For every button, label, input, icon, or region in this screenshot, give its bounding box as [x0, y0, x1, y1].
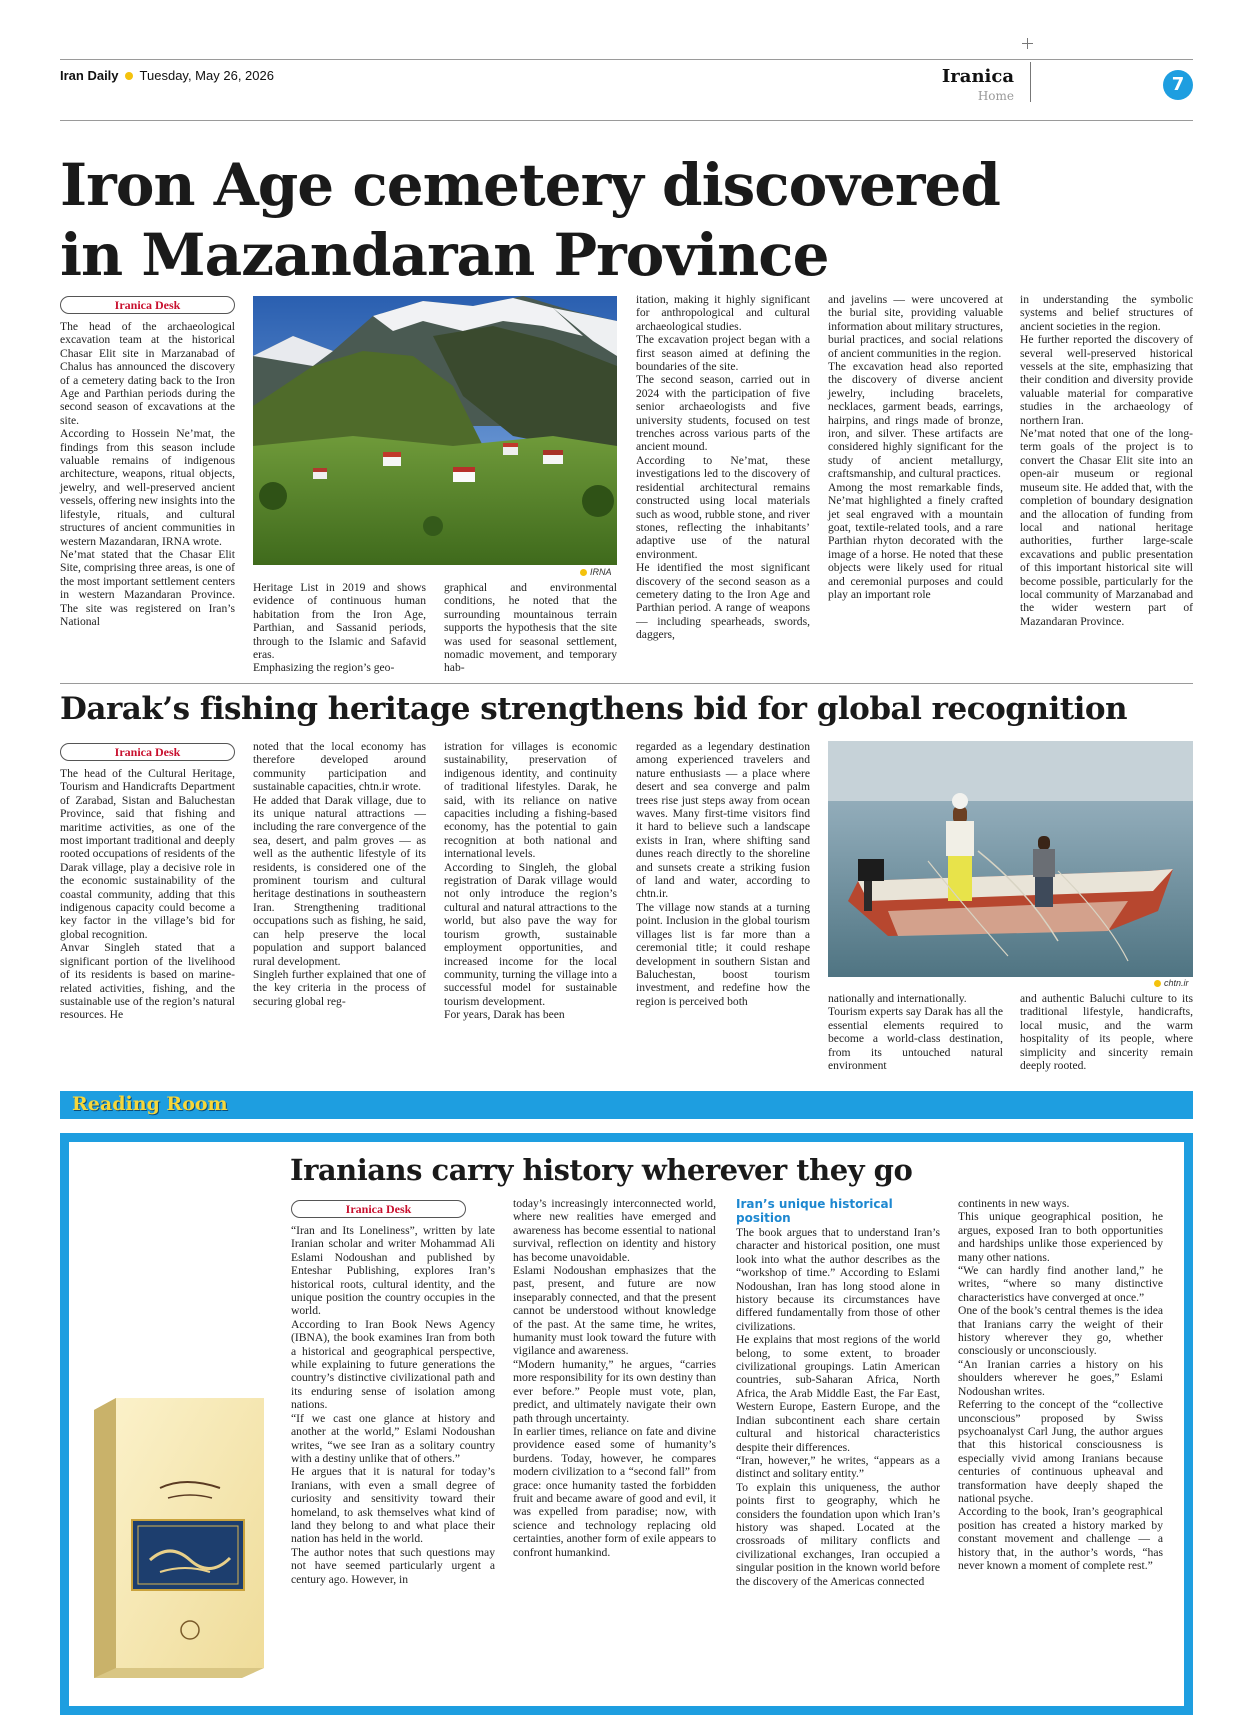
- header-divider: [1030, 62, 1031, 102]
- article2-desk-label: Iranica Desk: [60, 743, 235, 761]
- reading-room-col1: “Iran and Its Loneliness”, written by late Iranian scholar and writer Mohammad Ali Eslami Nodoushan and published by Enteshar Publishing, explores Iran’s historical roots, cultural identity, and the unique position the country occupies in the world. According to Iran Book News Agency (IBNA), the book examines Iran from both a historical and geographical perspective, while explaining to future generations the country’s distinctive civilizational path and its enduring sense of isolation among nations. “If we cast one glance at history and another at the world,” Eslami Nodoushan writes, “we see Iran as a solitary country with a destiny unlike that of others.” He argues that it is natural for today’s Iranians, with even a small degree of curiosity and sensitivity toward their homeland, to ask themselves what kind of land they belong to and what place their nation has held in the world. The author notes that such questions may not have seemed particularly urgent a century ago. However, in: [291, 1224, 495, 1586]
- subsection-label: Home: [977, 89, 1014, 103]
- section-title: Iranica: [941, 66, 1014, 87]
- article2-col1: The head of the Cultural Heritage, Tourism and Handicrafts Department of Zarabad, Sistan and Baluchestan Province, said that fishing and maritime activities, as one of the most important traditional and deeply rooted occupations of residents of the Darak village, play a decisive role in the economic sustainability of the coastal community, adding that this indigenous capacity could become a key factor in the village’s bid for global recognition. Anvar Singleh stated that a significant portion of the livelihood of its residents is based on marine-related activities, fishing, and the sustainable use of the region’s natural resources. He: [60, 767, 235, 1022]
- article1-col5: and javelins — were uncovered at the burial site, providing valuable information about military structures, burial practices, and social relations of ancient communities in the region. The excavation head also reported the discovery of diverse ancient jewelry, including bracelets, necklaces, garment beads, earrings, hairpins, and rings made of bronze, iron, and silver. These artifacts are considered highly significant for the study of ancient metallurgy, craftsmanship, and cultural practices. Among the most remarkable finds, Ne’mat highlighted a finely crafted jet seal engraved with a mountain goat, textile-related tools, and a rare Parthian rhyton decorated with the image of a horse. He noted that these objects were likely used for ritual and ceremonial purposes and could play an important role: [828, 293, 1003, 601]
- article1-col3: graphical and environmental conditions, he noted that the surrounding mountainous terrain supports the hypothesis that the site was used for seasonal settlement, nomadic movement, and temporary hab-: [444, 581, 617, 675]
- reading-room-banner: [60, 1091, 1193, 1119]
- reading-room-desk-label: Iranica Desk: [291, 1200, 466, 1218]
- article1-desk-label: Iranica Desk: [60, 296, 235, 314]
- article2-col6: and authentic Baluchi culture to its traditional lifestyle, handicrafts, local music, and the warm hospitality of its people, where simplicity and sincerity remain deeply rooted.: [1020, 992, 1193, 1073]
- mountain-landscape-image: [253, 296, 617, 565]
- article1-headline: [60, 150, 1060, 290]
- book-illustration: [90, 1392, 268, 1680]
- article2-col3: istration for villages is economic sustainability, preservation of indigenous identity, and continuity of traditional lifestyles. Darak, he said, with its reliance on native capacities including a fishing-based economy, has the potential to gain recognition at both national and international levels. According to Singleh, the global registration of Darak village would not only introduce the region’s cultural and natural attractions to the world, but also pave the way for tourism growth, sustainable employment opportunities, and increased income for the local community, turning the village into a successful model for sustainable tourism development. For years, Darak has been: [444, 740, 617, 1022]
- article2-col2: noted that the local economy has therefore developed around community participation and sustainable capacities, chtn.ir wrote. He added that Darak village, due to its unique natural attractions — including the rare convergence of the sea, desert, and palm groves — as well as the authentic lifestyle of its residents, is considered one of the prominent tourism and cultural heritage destinations in southeastern Iran. Strengthening traditional occupations such as fishing, he said, can help preserve the local population and support balanced rural development. Singleh further explained that one of the key criteria in the process of securing global reg-: [253, 740, 426, 1008]
- masthead: [60, 68, 274, 83]
- fishing-boat-image: [828, 741, 1193, 977]
- article1-photo: [253, 296, 617, 565]
- crosshair-mark: [1022, 38, 1033, 49]
- reading-room-headline: Iranians carry history wherever they go: [290, 1153, 913, 1187]
- article2-col5: nationally and internationally. Tourism experts say Darak has all the essential elements required to become a world-class destination, from its untouched natural environment: [828, 992, 1003, 1073]
- article2-col4: regarded as a legendary destination among experienced travelers and nature enthusiasts — a place where desert and sea converge and palm trees rise just steps away from ocean waves. Many first-time visitors find it hard to believe such a landscape exists in Iran, where shifting sand dunes reach directly to the shoreline and sunsets create a striking fusion of land and water, according to chtn.ir. The village now stands at a turning point. Inclusion in the global tourism villages list is far more than a ceremonial title; it could reshape development in southern Sistan and Baluchestan, boost tourism investment, and redefine how the region is perceived both: [636, 740, 810, 1008]
- article2-headline: Darak’s fishing heritage strengthens bid for global recognition: [60, 691, 1128, 727]
- issue-date: Tuesday, May 26, 2026: [139, 68, 274, 83]
- book-cover-image: [90, 1392, 268, 1680]
- reading-room-col2: today’s increasingly interconnected world, where new realities have emerged and awareness has become essential to national survival, reflection on identity and history has become unavoidable. Eslami Nodoushan emphasizes that the past, present, and future are now inseparably connected, and that the present cannot be understood without knowledge of the past. At the same time, he writes, humanity must look toward the future with vigilance and awareness. “Modern humanity,” he argues, “carries more responsibility for its own destiny than ever before.” People must vote, plan, predict, and ultimately navigate their own path through uncertainty. In earlier times, reliance on fate and divine providence eased some of humanity’s burdens. Today, however, he compares modern civilization to a “second fall” from grace: once humanity tasted the forbidden fruit and became aware of good and evil, it was expelled from paradise; now, with science and technology replacing old certainties, another form of exile appears to confront humankind.: [513, 1197, 716, 1559]
- credit-dot-icon: [1154, 980, 1161, 987]
- reading-room-col3: The book argues that to understand Iran’s character and historical position, one must look into what the author describes as the “workshop of time.” According to Eslami Nodoushan, Iran has long stood alone in history because its circumstances have differed fundamentally from those of other civilizations. He explains that most regions of the world belong, to some extent, to broader civilizational groupings. Latin American countries, sub-Saharan Africa, North Africa, the Arab Middle East, the Far East, Western Europe, Eastern Europe, and the Indian subcontinent each share certain cultural and historical characteristics despite their differences. “Iran, however,” he writes, “appears as a distinct and solitary entity.” To explain this uniqueness, the author points first to geography, which he considers the foundation upon which Iran’s history was shaped. Located at the crossroads of military conflicts and civilizational exchanges, Iran occupied a singular position in the known world before the discovery of the Americas connected: [736, 1226, 940, 1588]
- date-dot-icon: [125, 72, 133, 80]
- page-number: 7: [1171, 74, 1185, 95]
- reading-room-subhead: Iran’s unique historical position: [736, 1197, 893, 1225]
- article1-col1: The head of the archaeological excavation team at the historical Chasar Elit site in Marzanabad of Chalus has announced the discovery of a cemetery dating back to the Iron Age and Parthian periods during the second season of excavations at the site. According to Hossein Ne’mat, the findings from this season include valuable remains of indigenous architecture, weapons, ritual objects, jewelry, and well-preserved ancient vessels, offering new insights into the lifestyle, rituals, and cultural structures of ancient communities in western Mazandaran, IRNA wrote. Ne’mat stated that the Chasar Elit Site, comprising three areas, is one of the most important settlement centers in western Mazandaran Province. The site was registered on Iran’s National: [60, 320, 235, 628]
- article1-headline-line1: Iron Age cemetery discovered: [60, 151, 1000, 219]
- article2-photo: [828, 741, 1193, 977]
- page-number-badge: [1163, 70, 1193, 100]
- article1-col2: Heritage List in 2019 and shows evidence of continuous human habitation from the Iron Age, Parthian, and Sassanid periods, through to the Islamic and Safavid eras. Emphasizing the region’s geo-: [253, 581, 426, 675]
- article1-photo-credit: IRNA: [580, 567, 612, 577]
- credit-dot-icon: [580, 569, 587, 576]
- reading-room-col4: continents in new ways. This unique geographical position, he argues, exposed Iran to both opportunities and hardships unlike those experienced by many other nations. “We can hardly find another land,” he writes, “where so many distinctive characteristics have converged at once.” One of the book’s central themes is the idea that Iranians carry the weight of their history wherever they go, whether consciously or unconsciously. “An Iranian carries a history on his shoulders wherever he goes,” Eslami Nodoushan writes. Referring to the concept of the “collective unconscious” proposed by Swiss psychoanalyst Carl Jung, the author argues that this historical consciousness is especially vivid among Iranians because centuries of continuous upheaval and transformation have deeply shaped the national psyche. According to the book, Iran’s geographical position has created a history marked by constant movement and challenge — a history that, in the author’s words, “has never known a moment of complete rest.”: [958, 1197, 1163, 1572]
- reading-room-label: Reading Room: [72, 1093, 228, 1115]
- article1-headline-line2: in Mazandaran Province: [60, 221, 829, 289]
- paper-name: Iran Daily: [60, 68, 119, 83]
- article1-col6: in understanding the symbolic systems and belief structures of ancient societies in the region. He further reported the discovery of several well-preserved historical vessels at the site, emphasizing that their condition and diversity provide valuable material for comparative studies in the archaeology of northern Iran. Ne’mat noted that one of the long-term goals of the project is to convert the Chasar Elit site into an open-air museum or regional museum site. He added that, with the completion of boundary designation and the allocation of funding from local and national heritage authorities, further large-scale excavations and public presentation of this important historical site will become possible, particularly for the local community of Marzanabad and the wider western part of Mazandaran Province.: [1020, 293, 1193, 628]
- article2-photo-credit: chtn.ir: [1154, 978, 1189, 988]
- article1-col4: itation, making it highly significant for anthropological and cultural archaeological studies. The excavation project began with a first season aimed at defining the boundaries of the site. The second season, carried out in 2024 with the participation of five senior archaeologists and five university students, focused on test trenches across various parts of the ancient mound. According to Ne’mat, these investigations led to the discovery of residential architectural remains constructed using local materials such as wood, rubble stone, and river stones, reflecting the inhabitants’ adaptive use of the natural environment. He identified the most significant discovery of the second season as a cemetery dating to the Iron Age and Parthian period. A range of weapons — including spearheads, swords, daggers,: [636, 293, 810, 642]
